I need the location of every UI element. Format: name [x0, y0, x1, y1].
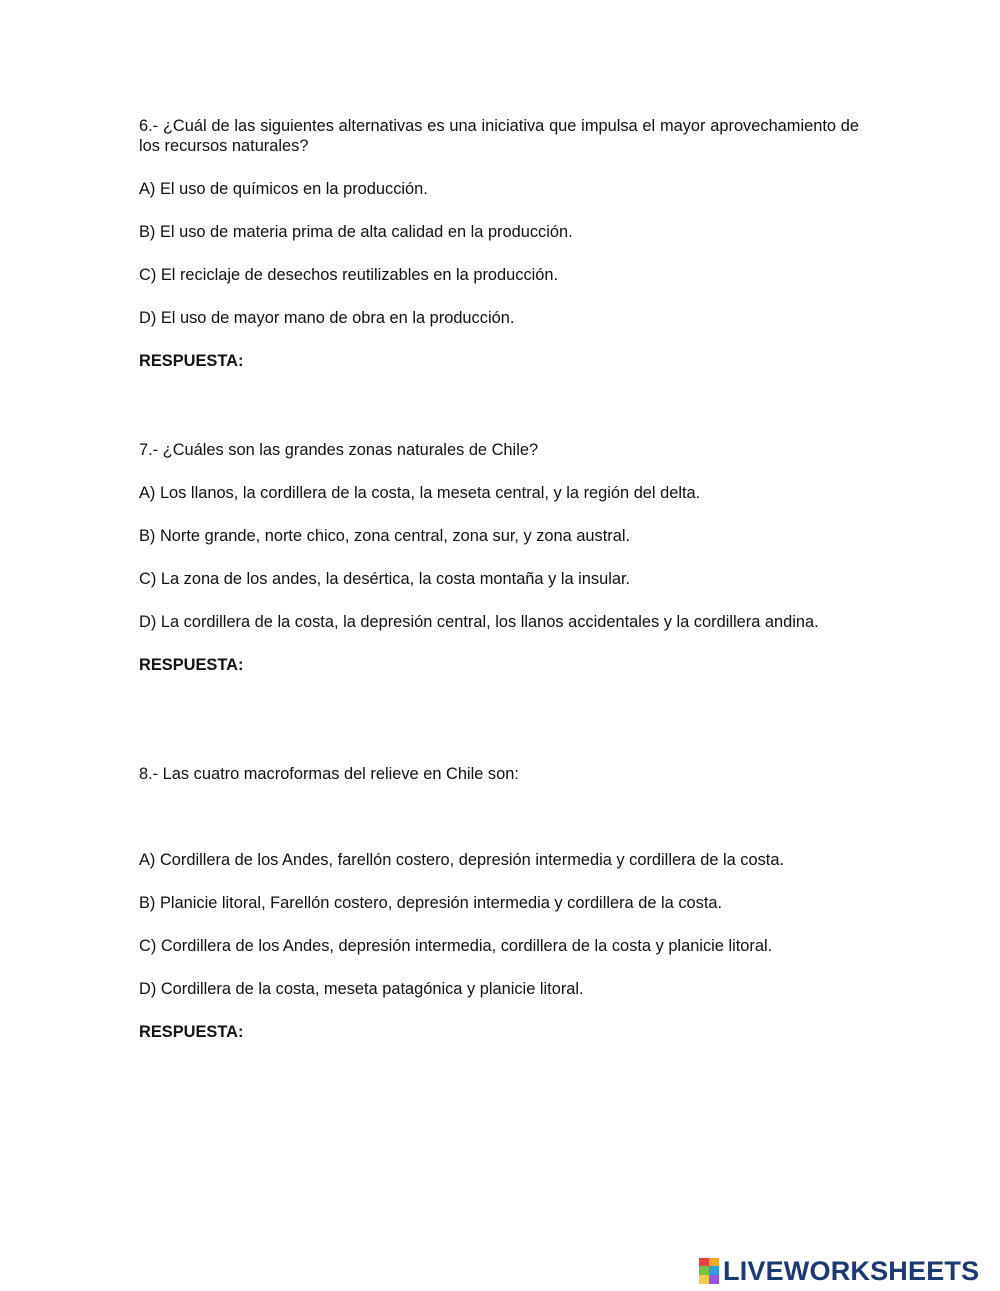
- question-6-prompt: 6.- ¿Cuál de las siguientes alternativas es una iniciativa que impulsa el mayor aprovechamiento de los recursos naturales?: [139, 117, 859, 155]
- question-7-option-b: B) Norte grande, norte chico, zona central, zona sur, y zona austral.: [139, 527, 631, 545]
- question-7-option-a: A) Los llanos, la cordillera de la costa, la meseta central, y la región del delta.: [139, 484, 701, 502]
- mark-block: [699, 1275, 709, 1284]
- question-7-option-c: C) La zona de los andes, la desértica, la costa montaña y la insular.: [139, 570, 631, 588]
- question-7-prompt: 7.- ¿Cuáles son las grandes zonas naturales de Chile?: [139, 441, 539, 459]
- liveworksheets-mark-icon: [699, 1258, 719, 1284]
- question-7-option-d: D) La cordillera de la costa, la depresión central, los llanos accidentales y la cordillera andina.: [139, 613, 819, 631]
- question-7: [139, 440, 859, 675]
- question-7-answer-label: RESPUESTA:: [139, 656, 244, 674]
- mark-block: [709, 1275, 719, 1284]
- liveworksheets-logo: [699, 1254, 979, 1288]
- question-8-option-c: C) Cordillera de los Andes, depresión intermedia, cordillera de la costa y planicie litoral.: [139, 937, 773, 955]
- liveworksheets-wordmark: LIVEWORKSHEETS: [723, 1255, 980, 1286]
- question-6: [139, 116, 859, 371]
- question-6-answer-label: RESPUESTA:: [139, 352, 244, 370]
- question-6-option-a: A) El uso de químicos en la producción.: [139, 180, 428, 198]
- mark-block: [699, 1258, 709, 1266]
- mark-block: [699, 1266, 709, 1275]
- question-6-option-d: D) El uso de mayor mano de obra en la producción.: [139, 309, 515, 327]
- mark-block: [709, 1258, 719, 1266]
- question-6-option-c: C) El reciclaje de desechos reutilizables en la producción.: [139, 266, 559, 284]
- question-8-option-b: B) Planicie litoral, Farellón costero, depresión intermedia y cordillera de la costa.: [139, 894, 723, 912]
- question-8-prompt: 8.- Las cuatro macroformas del relieve en Chile son:: [139, 765, 519, 783]
- question-8-answer-label: RESPUESTA:: [139, 1023, 244, 1041]
- question-8-option-a: A) Cordillera de los Andes, farellón costero, depresión intermedia y cordillera de la costa.: [139, 851, 785, 869]
- question-8-option-d: D) Cordillera de la costa, meseta patagónica y planicie litoral.: [139, 980, 584, 998]
- mark-block: [709, 1266, 719, 1275]
- question-8: [139, 764, 859, 1042]
- question-6-option-b: B) El uso de materia prima de alta calidad en la producción.: [139, 223, 573, 241]
